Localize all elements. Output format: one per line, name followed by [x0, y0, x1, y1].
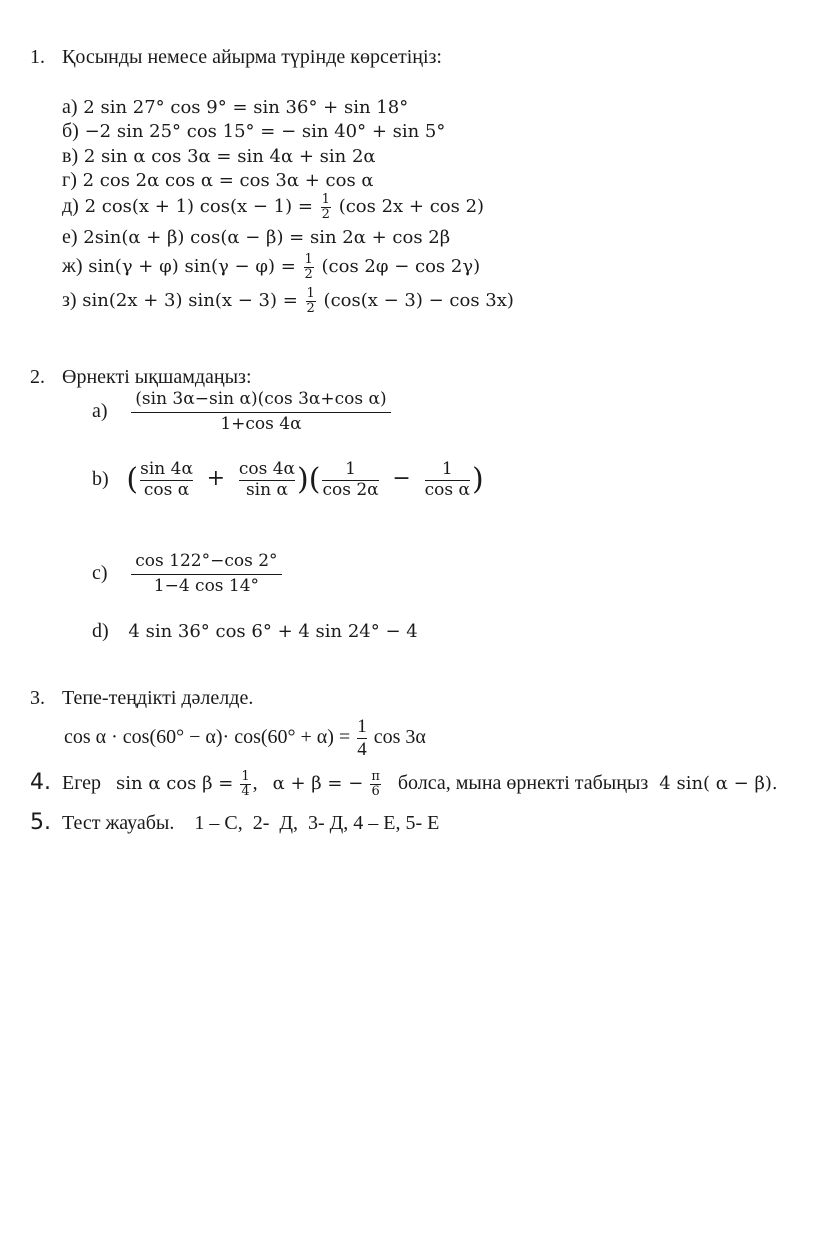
numerator: (sin 3α−sin α)(cos 3α+cos α): [135, 389, 387, 409]
fraction: [304, 253, 314, 281]
numerator: 1: [321, 192, 330, 207]
section-number: 1.: [30, 46, 45, 68]
denominator: 2: [306, 300, 315, 316]
section-number: 5.: [30, 810, 51, 835]
expression-right: (cos 2φ − cos 2γ): [321, 256, 481, 278]
denominator: cos α: [140, 480, 193, 501]
item-label: b): [92, 468, 109, 491]
middle-text: болса, мына өрнекті табыңыз: [397, 772, 649, 794]
expression-left: 2 cos(x + 1) cos(x − 1) =: [84, 196, 313, 218]
close-paren: ): [297, 462, 309, 498]
numerator: sin 4α: [140, 459, 193, 479]
item-label: d): [92, 620, 109, 642]
fraction: [140, 460, 193, 500]
open-paren: (: [126, 462, 139, 498]
expression-left: sin(γ + φ) sin(γ − φ) =: [88, 256, 296, 278]
expression: 2 cos 2α cos α = cos 3α + cos α: [82, 170, 374, 191]
fraction: [239, 460, 295, 500]
expression: 2 sin 27° cos 9° = sin 36° + sin 18°: [83, 97, 409, 118]
fraction: [321, 193, 331, 221]
item-label: е): [62, 226, 78, 248]
prefix-text: Егер: [62, 772, 102, 794]
section-number: 2.: [30, 366, 45, 388]
fraction: [131, 552, 281, 596]
expression: sin α cos β =: [116, 773, 234, 794]
expression-2a: [92, 390, 393, 434]
expression-row: [62, 226, 450, 249]
section-3-heading: [30, 687, 253, 710]
expression-row: [62, 145, 376, 168]
numerator: π: [371, 769, 380, 785]
item-label: з): [62, 289, 77, 312]
operator: −: [392, 466, 411, 492]
denominator: cos α: [424, 479, 470, 500]
expression-right: cos 3α: [373, 725, 426, 748]
denominator: 2: [304, 266, 313, 282]
expression-row: [62, 96, 408, 119]
numerator: cos 4α: [238, 459, 296, 479]
section-1-heading: [30, 46, 442, 69]
identity-expression: [64, 716, 426, 761]
expression-row: [62, 169, 374, 192]
numerator: 1: [345, 459, 356, 479]
section-title: Қосынды немесе айырма түрінде көрсетіңіз:: [62, 46, 442, 68]
section-2-heading: [30, 366, 252, 389]
expression: −2 sin 25° cos 15° = − sin 40° + sin 5°: [84, 121, 446, 142]
denominator: 6: [371, 783, 380, 799]
expression-row: [62, 253, 480, 281]
fraction: [322, 460, 378, 500]
open-paren: (: [308, 462, 321, 498]
expression-left: sin(2x + 3) sin(x − 3) =: [82, 290, 298, 312]
fraction: [370, 770, 381, 798]
comma: ,: [252, 772, 258, 794]
numerator: cos 122°−cos 2°: [135, 551, 278, 571]
section-number: 4.: [30, 770, 51, 795]
denominator: cos 2α: [322, 479, 379, 500]
item-label: c): [92, 562, 108, 585]
numerator: 1: [241, 769, 250, 785]
answer-key-text: Тест жауабы. 1 – С, 2- Д, 3- Д, 4 – Е, 5- Е: [62, 812, 440, 834]
denominator: sin α: [239, 480, 295, 501]
section-title: Тепе-теңдікті дәлелде.: [62, 687, 254, 709]
target-expression: 4 sin( α − β).: [659, 773, 778, 794]
denominator: 1−4 cos 14°: [131, 574, 281, 597]
section-title: Өрнекті ықшамдаңыз:: [62, 366, 252, 388]
expression: 2 sin α cos 3α = sin 4α + sin 2α: [83, 146, 376, 167]
item-label: а): [62, 96, 78, 118]
denominator: 4: [357, 738, 367, 760]
expression-row: [62, 287, 514, 315]
close-paren: ): [471, 462, 484, 498]
section-4-row: [30, 770, 778, 799]
expression-2d: [92, 620, 418, 643]
item-label: a): [92, 400, 108, 423]
fraction: [357, 716, 367, 761]
numerator: 1: [304, 252, 313, 267]
section-number: 3.: [30, 687, 45, 709]
fraction: [425, 460, 470, 500]
expression: 2sin(α + β) cos(α − β) = sin 2α + cos 2β: [83, 227, 451, 248]
expression-2b: [92, 460, 484, 500]
expression-row: [62, 120, 445, 143]
expression-left: cos α · cos(60° − α)· cos(60° + α) =: [64, 725, 351, 748]
fraction: [306, 287, 316, 315]
numerator: 1: [441, 459, 453, 479]
fraction: [240, 770, 250, 798]
section-5-row: [30, 810, 439, 835]
expression: 4 sin 36° cos 6° + 4 sin 24° − 4: [128, 621, 418, 642]
item-label: г): [62, 169, 77, 191]
item-label: д): [62, 195, 79, 218]
expression-2c: [92, 552, 284, 596]
expression-right: (cos 2x + cos 2): [338, 196, 485, 218]
operator: +: [206, 466, 226, 492]
denominator: 2: [321, 206, 330, 222]
item-label: в): [62, 145, 79, 167]
item-label: б): [62, 120, 79, 142]
expression: α + β = −: [272, 773, 364, 794]
fraction: [131, 390, 390, 434]
item-label: ж): [62, 255, 83, 278]
numerator: 1: [357, 716, 367, 737]
denominator: 1+cos 4α: [131, 412, 390, 435]
numerator: 1: [306, 286, 315, 301]
expression-right: (cos(x − 3) − cos 3x): [323, 290, 514, 312]
denominator: 4: [241, 783, 250, 799]
expression-row: [62, 193, 484, 221]
